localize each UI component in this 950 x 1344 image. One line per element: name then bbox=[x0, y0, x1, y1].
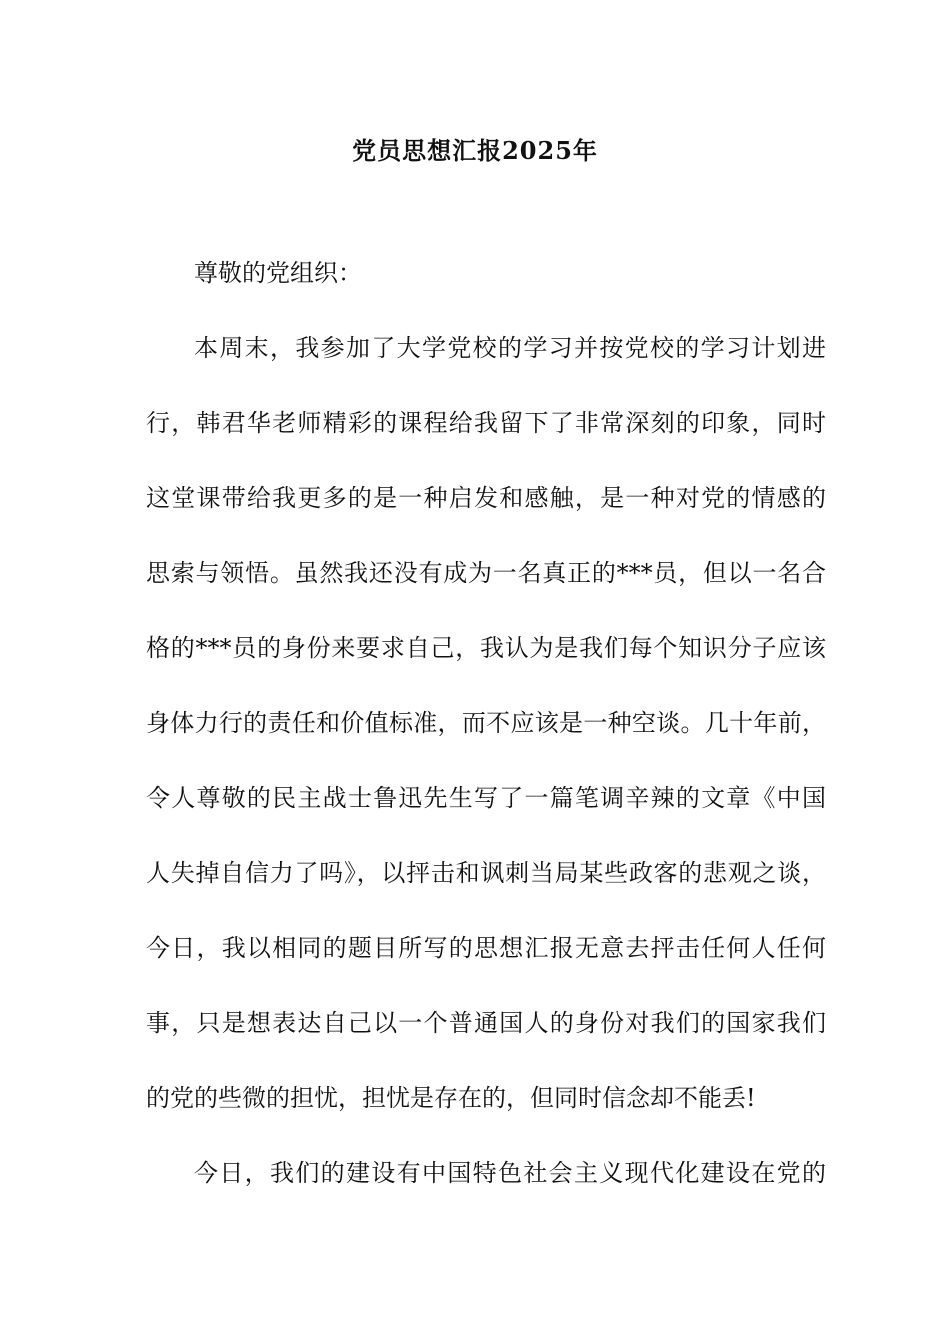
paragraph-1 bbox=[146, 311, 826, 1136]
document-title: 党员思想汇报2025年 bbox=[352, 136, 598, 165]
salutation bbox=[146, 236, 826, 311]
paragraph-line: 格的***员的身份来要求自己，我认为是我们每个知识分子应该 bbox=[146, 634, 826, 662]
paragraph-line: 今日，我们的建设有中国特色社会主义现代化建设在党的 bbox=[194, 1159, 826, 1187]
paragraph-line: 行，韩君华老师精彩的课程给我留下了非常深刻的印象，同时 bbox=[146, 409, 826, 437]
paragraph-2 bbox=[146, 1136, 826, 1211]
salutation-text: 尊敬的党组织： bbox=[194, 259, 362, 287]
paragraph-line: 身体力行的责任和价值标准，而不应该是一种空谈。几十年前， bbox=[146, 709, 826, 737]
paragraph-line: 人失掉自信力了吗》，以抨击和讽刺当局某些政客的悲观之谈， bbox=[146, 859, 826, 887]
paragraph-line: 思索与领悟。虽然我还没有成为一名真正的***员，但以一名合 bbox=[146, 559, 826, 587]
paragraph-line: 令人尊敬的民主战士鲁迅先生写了一篇笔调辛辣的文章《中国 bbox=[146, 784, 826, 812]
paragraph-line: 今日，我以相同的题目所写的思想汇报无意去抨击任何人任何 bbox=[146, 934, 826, 962]
paragraph-line: 的党的些微的担忧，担忧是存在的，但同时信念却不能丢! bbox=[146, 1084, 756, 1112]
paragraph-line: 本周末，我参加了大学党校的学习并按党校的学习计划进 bbox=[194, 334, 826, 362]
paragraph-line: 这堂课带给我更多的是一种启发和感触，是一种对党的情感的 bbox=[146, 484, 826, 512]
paragraph-line: 事，只是想表达自己以一个普通国人的身份对我们的国家我们 bbox=[146, 1009, 826, 1037]
